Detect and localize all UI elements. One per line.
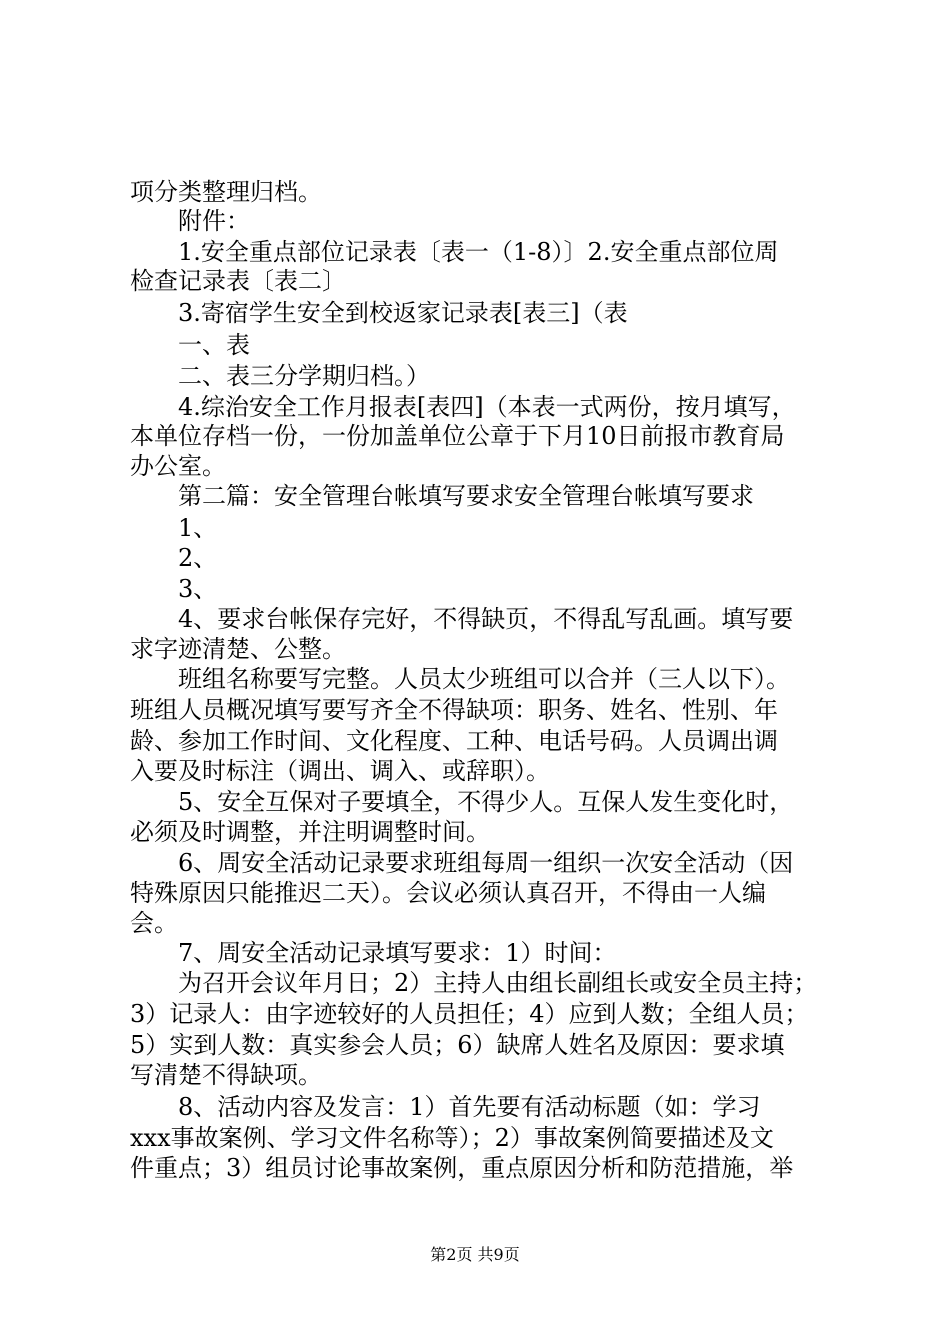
- text-line: 班组名称要写完整。人员太少班组可以合并（三人以下）。: [178, 665, 790, 693]
- text-line: 5）实到人数：真实参会人员；6）缺席人姓名及原因：要求填: [130, 1031, 785, 1059]
- text-line: 会。: [130, 909, 178, 937]
- text-line: 7、周安全活动记录填写要求：1）时间：: [178, 939, 617, 967]
- text-line: 特殊原因只能推迟二天）。会议必须认真召开，不得由一人编: [130, 879, 766, 907]
- text-line: 检查记录表〔表二〕: [130, 267, 346, 295]
- text-line: xxx事故案例、学习文件名称等）；2）事故案例简要描述及文: [130, 1124, 774, 1152]
- section-heading: 第二篇：安全管理台帐填写要求安全管理台帐填写要求: [178, 482, 754, 510]
- text-line: 1、: [178, 514, 218, 542]
- text-line: 为召开会议年月日；2）主持人由组长副组长或安全员主持；: [178, 969, 818, 997]
- text-line: 6、周安全活动记录要求班组每周一组织一次安全活动（因: [178, 849, 794, 877]
- text-line: 本单位存档一份，一份加盖单位公章于下月10日前报市教育局: [130, 422, 785, 450]
- text-line: 求字迹清楚、公整。: [130, 635, 346, 663]
- text-line: 附件：: [178, 207, 250, 235]
- text-line: 项分类整理归档。: [130, 178, 322, 206]
- text-line: 写清楚不得缺项。: [130, 1061, 322, 1089]
- text-line: 2、: [178, 544, 218, 572]
- text-line: 入要及时标注（调出、调入、或辞职）。: [130, 757, 550, 785]
- text-line: 龄、参加工作时间、文化程度、工种、电话号码。人员调出调: [130, 727, 778, 755]
- page-number-footer: 第2页 共9页: [430, 1245, 520, 1264]
- text-line: 一、表: [178, 331, 250, 359]
- text-line: 必须及时调整，并注明调整时间。: [130, 818, 490, 846]
- text-line: 3）记录人：由字迹较好的人员担任；4）应到人数；全组人员；: [130, 1000, 809, 1028]
- text-line: 班组人员概况填写要写齐全不得缺项：职务、姓名、性别、年: [130, 696, 778, 724]
- text-line: 8、活动内容及发言：1）首先要有活动标题（如：学习: [178, 1093, 761, 1121]
- text-line: 办公室。: [130, 452, 226, 480]
- text-line: 4、要求台帐保存完好，不得缺页，不得乱写乱画。填写要: [178, 605, 794, 633]
- text-line: 1.安全重点部位记录表〔表一（1-8）〕2.安全重点部位周: [178, 238, 779, 266]
- text-line: 二、表三分学期归档。）: [178, 362, 430, 390]
- text-line: 3、: [178, 575, 218, 603]
- text-line: 5、安全互保对子要填全，不得少人。互保人发生变化时，: [178, 788, 794, 816]
- text-line: 件重点；3）组员讨论事故案例，重点原因分析和防范措施，举: [130, 1154, 794, 1182]
- text-line: 3.寄宿学生安全到校返家记录表[表三]（表: [178, 299, 628, 327]
- text-line: 4.综治安全工作月报表[表四]（本表一式两份，按月填写，: [178, 393, 796, 421]
